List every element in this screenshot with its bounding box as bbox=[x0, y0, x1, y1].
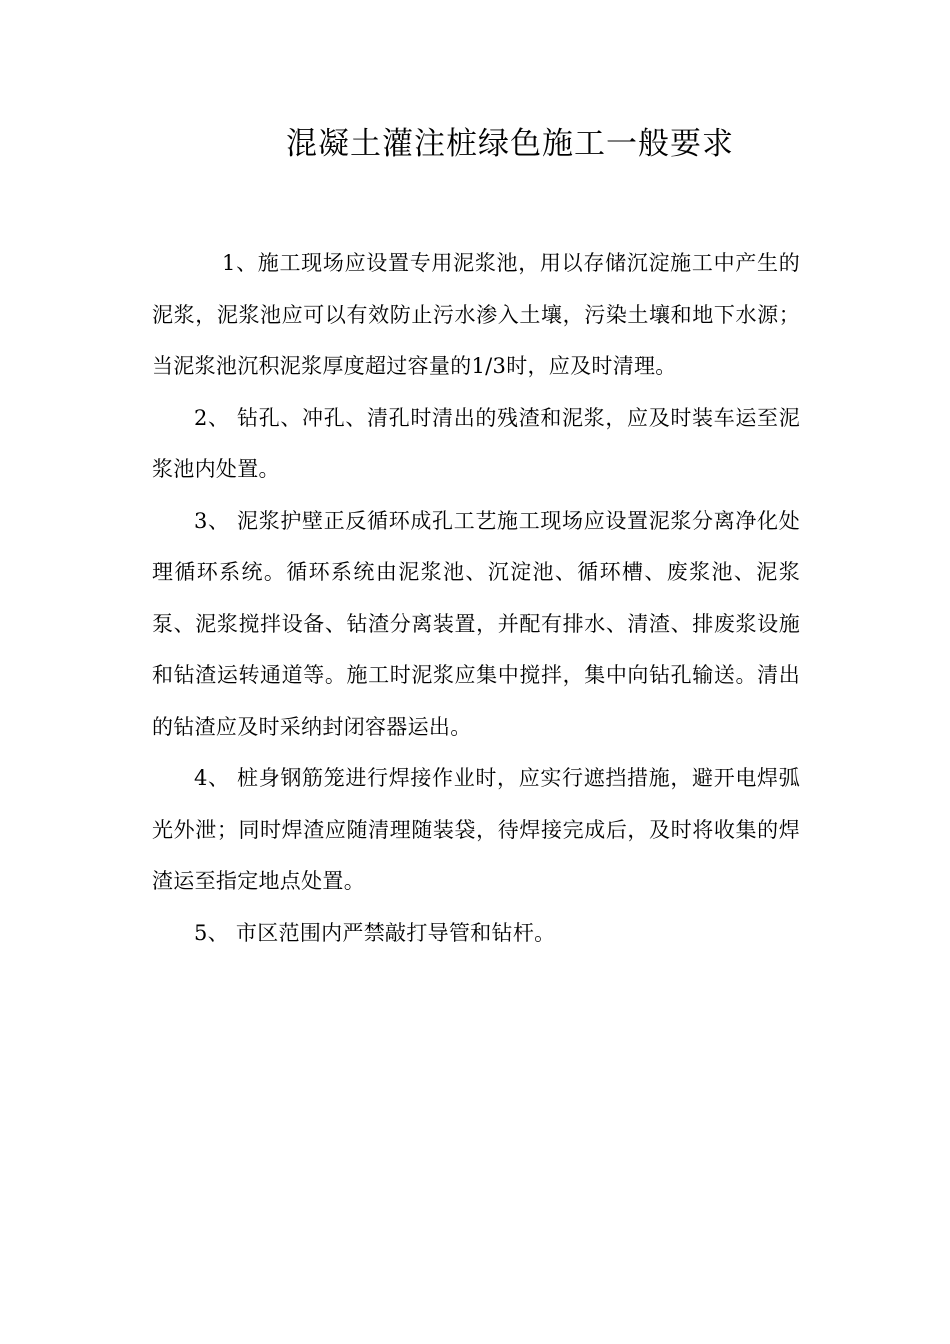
paragraph-4: 4、 桩身钢筋笼进行焊接作业时，应实行遮挡措施，避开电焊弧光外泄；同时焊渣应随清理随装袋，待焊接完成后，及时将收集的焊渣运至指定地点处置。 bbox=[152, 766, 800, 893]
paragraph-2: 2、 钻孔、冲孔、清孔时清出的残渣和泥浆，应及时装车运至泥浆池内处置。 bbox=[152, 405, 800, 481]
paragraph-5: 5、 市区范围内严禁敲打导管和钻杆。 bbox=[194, 920, 556, 945]
document-title: 混凝土灌注桩绿色施工一般要求 bbox=[286, 126, 734, 162]
document-body bbox=[152, 238, 800, 959]
paragraph-3: 3、 泥浆护壁正反循环成孔工艺施工现场应设置泥浆分离净化处理循环系统。循环系统由泥浆池、沉淀池、循环槽、废浆池、泥浆泵、泥浆搅拌设备、钻渣分离装置，并配有排水、清渣、排废浆设施和钻渣运转通道等。施工时泥浆应集中搅拌，集中向钻孔输送。清出的钻渣应及时采纳封闭容器运出。 bbox=[152, 508, 800, 739]
paragraph-1: 1、施工现场应设置专用泥浆池，用以存储沉淀施工中产生的泥浆，泥浆池应可以有效防止污水渗入土壤，污染土壤和地下水源；当泥浆池沉积泥浆厚度超过容量的1/3时，应及时清理。 bbox=[152, 251, 800, 378]
